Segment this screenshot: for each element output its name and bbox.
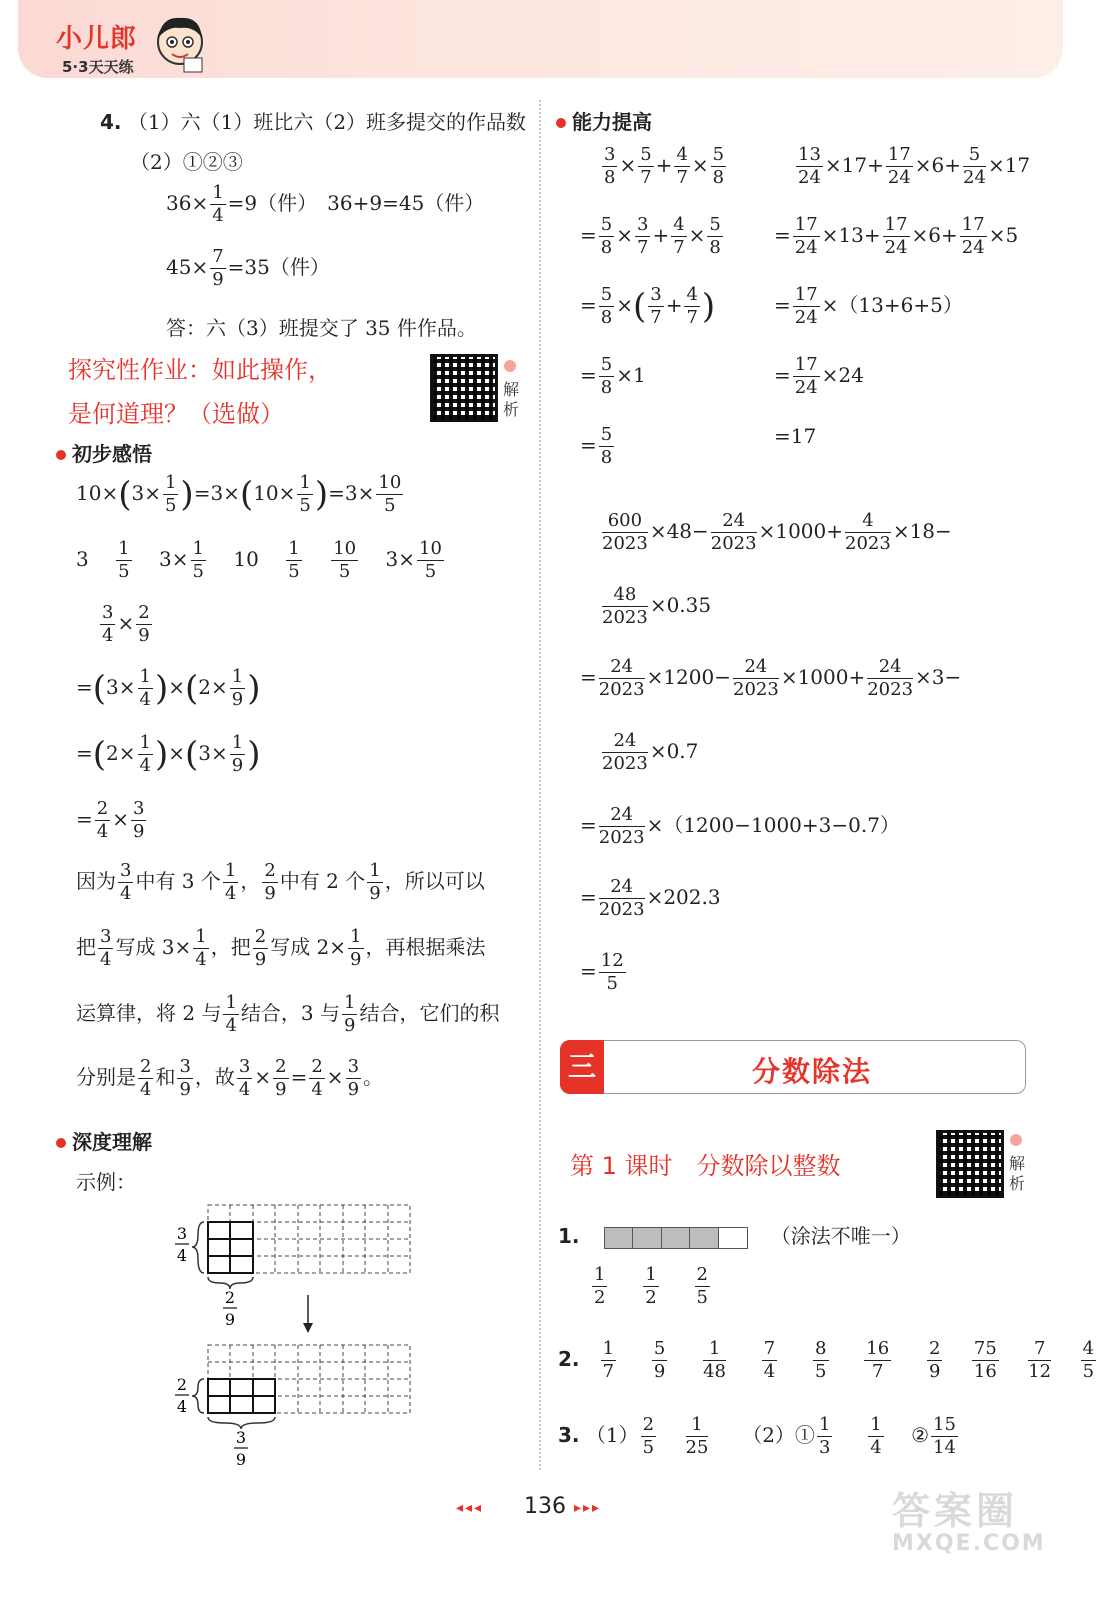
q4-calc-line1: 36× $\frac{1}{4}$ =9（件） 36+9=45（件）: [166, 182, 485, 226]
bar-cell-filled: [604, 1227, 634, 1249]
unit-number-tag: 三: [560, 1040, 604, 1094]
unit-title: 分数除法: [752, 1055, 873, 1088]
lesson-title: 第 1 课时 分数除以整数: [570, 1152, 841, 1180]
calc1-line2: = $\frac{5}{8}$ × $\frac{3}{7}$ + $\frac{4}{7}$ × $\frac{5}{8}$: [580, 214, 721, 258]
calc3-line3: = $\frac{24}{2023}$ ×1200− $\frac{24}{2023}$ ×1000+ $\frac{24}{2023}$ ×3−: [580, 656, 962, 700]
svg-text:3: 3: [176, 1224, 188, 1243]
brand-subtitle: 5·3天天练: [62, 58, 134, 76]
section-chubu: 初步感悟: [56, 438, 152, 467]
brand-logo: 小儿郎: [56, 24, 138, 54]
chubu-expr: $\frac{3}{4}$ × $\frac{2}{9}$: [102, 602, 150, 646]
page-next-arrows-icon: ▸▸▸: [574, 1500, 602, 1516]
page-number: 136: [524, 1494, 566, 1519]
section-bullet-icon: [556, 118, 566, 128]
q4-answer: 答：六（3）班提交了 35 件作品。: [166, 316, 477, 340]
svg-text:9: 9: [235, 1450, 247, 1469]
calc3-line7: = $\frac{12}{5}$: [580, 950, 624, 994]
calc2-line5: =17: [774, 424, 817, 448]
section-nengli: 能力提高: [556, 106, 652, 135]
qr-dot-icon: [1010, 1134, 1022, 1146]
section-bullet-icon: [56, 450, 66, 460]
q4-title: 4. （1）六（1）班比六（2）班多提交的作品数: [100, 110, 527, 134]
bar-cell-filled: [689, 1227, 719, 1249]
q4-calc-line2: 45× $\frac{7}{9}$ =35（件）: [166, 246, 330, 290]
calc3-line4: $\frac{24}{2023}$ ×0.7: [602, 730, 699, 774]
calc2-line2: = $\frac{17}{24}$ ×13+ $\frac{17}{24}$ ×6+ $\frac{17}{24}$ ×5: [774, 214, 1019, 258]
qr-dot-icon: [504, 360, 516, 372]
calc3-line2: $\frac{48}{2023}$ ×0.35: [602, 584, 712, 628]
calc1-line4: = $\frac{5}{8}$ ×1: [580, 354, 646, 398]
qr-code-icon[interactable]: [936, 1130, 1004, 1198]
chubu-eq1: 10×(3× $\frac{1}{5}$ )=3×(10× $\frac{1}{5}$ )=3× $\frac{10}{5}$: [76, 472, 402, 516]
qr-code-icon[interactable]: [430, 354, 498, 422]
svg-text:2: 2: [224, 1288, 236, 1307]
chubu-step2: =(2× $\frac{1}{4}$ )×(3× $\frac{1}{9}$ ): [76, 732, 261, 776]
calc1-line5: = $\frac{5}{8}$: [580, 424, 613, 468]
svg-text:4: 4: [176, 1397, 188, 1416]
section-bullet-icon: [56, 1138, 66, 1148]
section-shendu: 深度理解: [56, 1126, 152, 1155]
example-label: 示例：: [76, 1170, 136, 1194]
q1-row: 1. （涂法不唯一）: [558, 1224, 911, 1248]
chubu-step3: = $\frac{2}{4}$ × $\frac{3}{9}$: [76, 798, 145, 842]
column-divider: [539, 100, 541, 1470]
calc1-line1: $\frac{3}{8}$ × $\frac{5}{7}$ + $\frac{4}{7}$ × $\frac{5}{8}$: [604, 144, 725, 188]
bar-cell-empty: [718, 1227, 748, 1249]
reason-line2: 把 $\frac{3}{4}$ 写成 3× $\frac{1}{4}$ ，把 $\frac{2}{9}$ 写成 2× $\frac{1}{9}$ ，再根据乘法: [76, 926, 486, 970]
calc3-line5: = $\frac{24}{2023}$ ×（1200−1000+3−0.7）: [580, 804, 900, 848]
mascot-icon: [150, 12, 210, 76]
chubu-step1: =(3× $\frac{1}{4}$ )×(2× $\frac{1}{9}$ ): [76, 666, 261, 710]
calc2-line4: = $\frac{17}{24}$ ×24: [774, 354, 864, 398]
reason-line3: 运算律，将 2 与 $\frac{1}{4}$ 结合，3 与 $\frac{1}{9}$ 结合，它们的积: [76, 992, 500, 1036]
q3-row: 3. （1） $\frac{2}{5}$ $\frac{1}{25}$ （2）① $\frac{1}{3}$ $\frac{1}{4}$ ② $\frac{15}{14}$: [558, 1414, 956, 1458]
qr-label: 解析: [502, 380, 519, 419]
calc1-line3: = $\frac{5}{8}$ ×( $\frac{3}{7}$ + $\frac{4}{7}$ ): [580, 284, 716, 328]
q4-part2: （2）①②③: [130, 150, 243, 174]
svg-text:9: 9: [224, 1310, 236, 1329]
watermark: 答案圈 MXQE.COM: [892, 1489, 1046, 1556]
svg-text:4: 4: [176, 1246, 188, 1265]
qr-label: 解析: [1008, 1154, 1025, 1193]
bar-cell-filled: [632, 1227, 662, 1249]
svg-text:3: 3: [235, 1428, 247, 1447]
page-prev-arrows-icon: ◂◂◂: [456, 1500, 484, 1516]
explore-title-line1: 探究性作业：如此操作，: [68, 356, 332, 384]
chubu-items: 3 $\frac{1}{5}$ 3× $\frac{1}{5}$ 10 $\frac{1}{5}$ $\frac{10}{5}$ 3× $\frac{10}{5}$: [76, 538, 442, 582]
reason-line1: 因为 $\frac{3}{4}$ 中有 3 个 $\frac{1}{4}$ ， $\frac{2}{9}$ 中有 2 个 $\frac{1}{9}$ ，所以可以: [76, 860, 485, 904]
calc3-line1: $\frac{600}{2023}$ ×48− $\frac{24}{2023}$ ×1000+ $\frac{4}{2023}$ ×18−: [602, 510, 952, 554]
q2-row: 2. $\frac{1}{7}$ $\frac{5}{9}$ $\frac{1}{48}$ $\frac{7}{4}$ $\frac{8}{5}$ $\frac{16}{7}$ $\frac{2}{9}$ $\frac{75}{16}$ $\frac{7}{12}$ $\frac{4}{5}$: [558, 1338, 1095, 1382]
calc2-line3: = $\frac{17}{24}$ ×（13+6+5）: [774, 284, 963, 328]
explore-title-line2: 是何道理？（选做）: [68, 400, 284, 428]
fraction-bar: [604, 1224, 747, 1249]
bar-cell-filled: [661, 1227, 691, 1249]
calc3-line6: = $\frac{24}{2023}$ ×202.3: [580, 876, 721, 920]
q1-answers: $\frac{1}{2}$ $\frac{1}{2}$ $\frac{2}{5}$: [594, 1264, 708, 1308]
svg-text:2: 2: [176, 1375, 188, 1394]
reason-line4: 分别是 $\frac{2}{4}$ 和 $\frac{3}{9}$ ，故 $\frac{3}{4}$ × $\frac{2}{9}$ = $\frac{2}{4}$ × $\frac{3}{9}$ 。: [76, 1056, 384, 1100]
grid-diagram: [170, 1195, 420, 1475]
calc2-line1: $\frac{13}{24}$ ×17+ $\frac{17}{24}$ ×6+ $\frac{5}{24}$ ×17: [798, 144, 1031, 188]
